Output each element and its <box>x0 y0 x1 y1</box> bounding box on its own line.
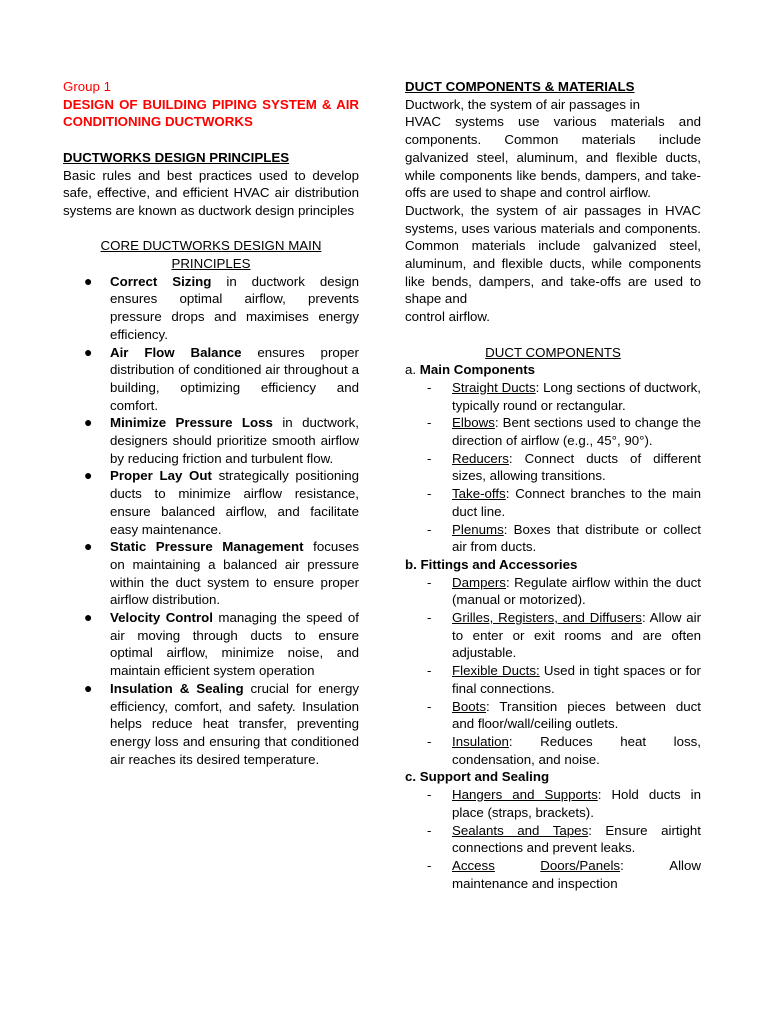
dash-icon: - <box>427 610 432 626</box>
bullet-icon: ● <box>84 538 93 555</box>
dash-icon: - <box>427 698 432 714</box>
core-heading-line1: CORE DUCTWORKS DESIGN MAIN <box>100 238 322 254</box>
group-label: Group 1 <box>63 79 112 94</box>
group-title: Fittings and Accessories <box>420 556 578 572</box>
dash-icon: - <box>427 574 432 590</box>
group-title: Main Components <box>419 362 536 378</box>
right-column <box>405 78 701 892</box>
list-item <box>405 609 701 662</box>
dash-icon: - <box>427 822 432 838</box>
group-heading-support <box>405 768 701 786</box>
dash-icon: - <box>427 734 432 749</box>
component-term: Elbows <box>452 415 495 431</box>
materials-paragraph-1: HVAC systems use various materials and components. Common materials include galvanized steel, aluminum, and flexible ducts, while components like bends, dampers, and take-offs are used to shape and control airflow. <box>405 114 701 201</box>
bullet-icon: ● <box>84 414 93 431</box>
principle-text: crucial for energy efficiency, comfort, and safety. Insulation helps reduce heat transfer, preventing energy loss and ensuring that conditioned air reaches its desired temperature. <box>110 680 359 767</box>
list-item <box>405 379 701 414</box>
principle-term: Air Flow Balance <box>110 344 242 360</box>
intro-paragraph: Basic rules and best practices used to develop safe, effective, and efficient HVAC air distribution systems are known as ductwork design principles <box>63 167 359 218</box>
core-heading-line2: PRINCIPLES <box>171 256 251 271</box>
core-principles-heading <box>63 237 359 272</box>
component-text: : Allow air to enter or exit rooms and are often adjustable. <box>452 610 702 661</box>
list-item <box>405 733 701 768</box>
principle-text: in ductwork design ensures optimal airflow, prevents pressure drops and maximises energy efficiency. <box>110 273 360 342</box>
list-item <box>63 273 359 344</box>
component-text: : Reduces heat loss, condensation, and noise. <box>452 734 701 767</box>
principle-term: Correct Sizing <box>110 273 212 289</box>
principle-term: Minimize Pressure Loss <box>110 415 273 431</box>
list-item <box>405 786 701 821</box>
bullet-icon: ● <box>84 609 93 626</box>
component-term: Straight Ducts <box>452 379 536 395</box>
component-text: : Regulate airflow within the duct (manual or motorized). <box>452 574 701 608</box>
list-item <box>405 662 701 697</box>
group-title: Support and Sealing <box>419 769 550 785</box>
list-item <box>405 414 701 449</box>
document-title: DESIGN OF BUILDING PIPING SYSTEM & AIR CONDITIONING DUCTWORKS <box>63 96 359 130</box>
group-heading-fittings <box>405 556 701 574</box>
list-item <box>63 344 359 415</box>
components-heading: DUCT COMPONENTS <box>485 344 621 360</box>
group-letter: c <box>405 769 413 785</box>
group-separator: . <box>413 556 421 572</box>
component-term: Boots <box>452 698 487 714</box>
dash-icon: - <box>427 857 432 873</box>
component-term: Plenums <box>452 521 504 537</box>
component-text: : Connect ducts of different sizes, allowing transitions. <box>452 450 701 484</box>
principle-term: Static Pressure Management <box>110 539 304 555</box>
list-item <box>405 521 701 556</box>
dash-icon: - <box>427 521 432 537</box>
group-heading-main <box>405 361 701 379</box>
component-term: Flexible Ducts: <box>452 663 540 679</box>
dash-icon: - <box>427 379 432 395</box>
list-item <box>405 485 701 520</box>
component-text: : Connect branches to the main duct line. <box>452 486 701 519</box>
list-item <box>405 822 701 857</box>
list-item <box>63 609 359 680</box>
list-item <box>63 680 359 769</box>
group-separator: . <box>412 769 420 785</box>
list-item <box>63 538 359 609</box>
list-item <box>405 450 701 485</box>
dash-icon: - <box>427 787 432 803</box>
component-term-part: Doors/Panels <box>540 857 621 873</box>
component-text: : Transition pieces between duct and floor/wall/ceiling outlets. <box>452 698 701 732</box>
list-item <box>405 857 701 892</box>
component-text: : Ensure airtight connections and prevent leaks. <box>452 822 701 856</box>
fittings-list <box>405 574 701 769</box>
group-letter: b <box>405 556 414 572</box>
dash-icon: - <box>427 486 432 502</box>
principles-list <box>63 273 359 769</box>
list-item <box>63 414 359 467</box>
group-separator: . <box>412 362 420 378</box>
component-text: : Boxes that distribute or collect air from ducts. <box>452 521 701 555</box>
main-components-list <box>405 379 701 556</box>
dash-icon: - <box>427 450 432 466</box>
component-colon: : <box>620 857 624 873</box>
component-text: : Hold ducts in place (straps, brackets). <box>452 787 701 820</box>
group-letter: a <box>405 362 413 378</box>
list-item <box>405 574 701 609</box>
principle-term: Proper Lay Out <box>110 468 212 484</box>
component-term: Reducers <box>452 450 509 466</box>
component-term: Access <box>452 857 495 873</box>
component-term: Insulation <box>452 734 509 749</box>
component-term-tail <box>540 857 624 875</box>
list-item <box>63 467 359 538</box>
bullet-icon: ● <box>84 343 93 360</box>
principle-text: managing the speed of air moving through ducts to ensure optimal airflow, minimize noise, and maintain efficient system operation <box>110 610 359 679</box>
support-list <box>405 786 701 892</box>
principle-term: Velocity Control <box>110 610 213 626</box>
materials-heading: DUCT COMPONENTS & MATERIALS <box>405 79 635 94</box>
section-heading: DUCTWORKS DESIGN PRINCIPLES <box>63 149 290 165</box>
access-doors-line <box>452 857 701 875</box>
materials-paragraph-2-last: control airflow. <box>405 309 490 325</box>
component-text: Allow <box>669 857 701 873</box>
dash-icon: - <box>427 415 432 431</box>
list-item <box>405 698 701 733</box>
component-text: : Bent sections used to change the direction of airflow (e.g., 45°, 90°). <box>452 415 701 449</box>
principle-text: ensures proper distribution of conditioned air throughout a building, optimizing efficiency and comfort. <box>110 344 359 413</box>
component-text: Used in tight spaces or for final connections. <box>452 663 701 696</box>
principle-term: Insulation & Sealing <box>110 680 244 696</box>
left-column <box>63 78 359 768</box>
component-term: Hangers and Supports <box>452 787 598 803</box>
bullet-icon: ● <box>84 679 93 696</box>
dash-icon: - <box>427 663 432 679</box>
component-term: Grilles, Registers, and Diffusers <box>452 610 642 626</box>
component-text-rest: maintenance and inspection <box>452 875 618 891</box>
component-text: : Long sections of ductwork, typically round or rectangular. <box>452 379 701 413</box>
component-term: Sealants and Tapes <box>452 822 589 838</box>
principle-text: focuses on maintaining a balanced air pressure within the duct system to ensure proper airflow distribution. <box>110 539 359 608</box>
component-term: Take-offs <box>452 486 506 502</box>
bullet-icon: ● <box>84 467 93 484</box>
principle-text: in ductwork, designers should prioritize smooth airflow by reducing friction and turbulent flow. <box>110 415 360 466</box>
principle-text: strategically positioning ducts to minimize airflow resistance, ensure balanced airflow, and facilitate easy maintenance. <box>110 468 359 537</box>
materials-paragraph-line1: Ductwork, the system of air passages in <box>405 96 641 112</box>
materials-paragraph-2: Ductwork, the system of air passages in HVAC systems, uses various materials and components. Common materials include galvanized steel, aluminum, and flexible ducts, while components like bends, dampers, and take-offs are used to shape and <box>405 202 701 307</box>
bullet-icon: ● <box>84 272 93 289</box>
component-term: Dampers <box>452 574 506 590</box>
